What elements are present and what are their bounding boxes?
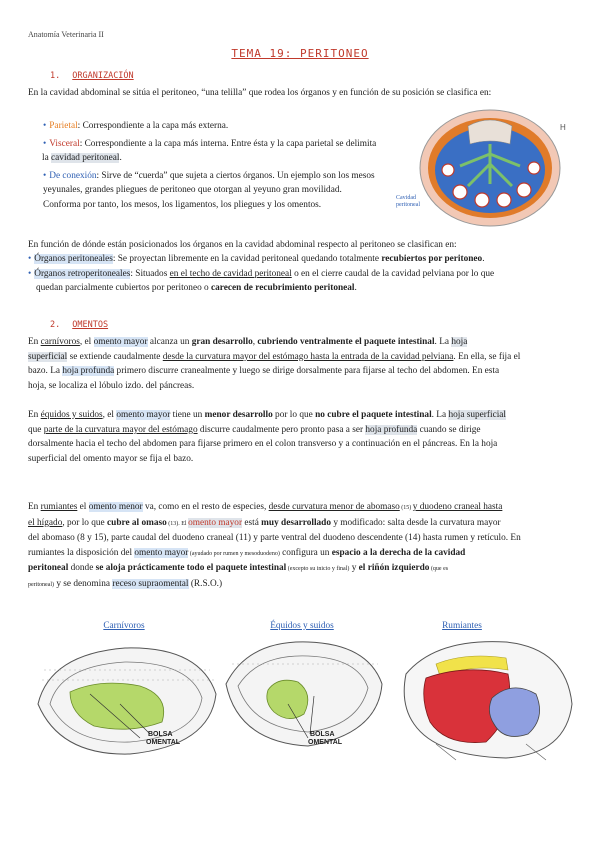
- section-1-heading: [50, 71, 134, 81]
- paragraph-carnivoros: En carnívoros, el omento mayor alcanza un gran desarrollo, cubriendo ventralmente el paquete intestinal. La hoja superficial se extiende caudalmente desde la curvatura mayor del estómago hasta la entrada de la cavidad pelviana. En ella, se fija el bazo. La hoja profunda primero discurre cranealmente y luego se dirige dorsalmente para fijarse al techo del abdomen. En esta hoja, se localiza el lóbulo izdo. del páncreas.: [28, 337, 521, 391]
- desc: : Correspondiente a la capa más externa.: [77, 121, 229, 131]
- term-visceral: Visceral: [49, 138, 80, 149]
- term-peritoneales: Órganos peritoneales: [34, 254, 113, 264]
- list-item-conexion: • De conexión: Sirve de “cuerda” que sujeta a ciertos órganos. Un ejemplo son los mesos: [43, 170, 375, 181]
- highlight-cavidad: cavidad peritoneal: [51, 153, 120, 164]
- page-title: TEMA 19: PERITONEO: [231, 47, 369, 60]
- term-retroperitoneales: Órganos retroperitoneales: [34, 268, 131, 279]
- section-number: 2.: [50, 320, 61, 330]
- list-item-parietal: • Parietal: Correspondiente a la capa más externa.: [43, 121, 229, 131]
- list-item-retroperitoneales: • Órganos retroperitoneales: Situados en el techo de cavidad peritoneal o en el cierre caudal de la cavidad pelviana por lo que: [28, 268, 495, 279]
- desc: : Sirve de “cuerda” que sujeta a ciertos órganos. Un ejemplo son los mesos: [96, 170, 375, 181]
- peritoneal-cavity-figure: [398, 104, 576, 230]
- classification-intro: En función de dónde están posicionados los órganos en la cavidad abdominal respecto al peritoneo se clasifican en:: [28, 240, 457, 250]
- section-label: ORGANIZACIÓN: [72, 71, 134, 81]
- page-header: Anatomía Veterinaria II: [28, 30, 104, 39]
- list-item-conexion-cont: yeyunales, grandes pliegues de peritoneo que otorgan al yeyuno gran movilidad.: [43, 185, 342, 196]
- figure-letter: H: [560, 123, 566, 132]
- intro-paragraph: En la cavidad abdominal se sitúa el peritoneo, “una telilla” que rodea los órganos y en función de su posición se clasifica en:: [28, 88, 492, 98]
- term-parietal: Parietal: [49, 121, 78, 131]
- caption-equidos: Équidos y suidos: [270, 621, 334, 631]
- term-conexion: De conexión: [49, 170, 97, 181]
- caption-carnivoros: Carnívoros: [103, 621, 145, 631]
- list-item-retro-cont: quedan parcialmente cubiertos por peritoneo o carecen de recubrimiento peritoneal.: [36, 283, 357, 294]
- peritoneum-types-list: [43, 119, 423, 213]
- section-label: OMENTOS: [72, 320, 109, 330]
- list-item-visceral-cont: la cavidad peritoneal.: [42, 153, 122, 164]
- paragraph-equidos: En équidos y suidos, el omento mayor tiene un menor desarrollo por lo que no cubre el paquete intestinal. La hoja superficial que parte de la curvatura mayor del estómago discurre caudalmente pero pronto pasa a ser hoja profunda cuando se dirige dorsalmente hacia el techo del abdomen para fijarse primero en el colon transverso y a continuación en el páncreas. En la hoja superficial del omento mayor se fija el bazo.: [28, 410, 507, 464]
- label-bolsa: BOLSA: [148, 731, 173, 738]
- label-omental: OMENTAL: [146, 739, 181, 746]
- figure-rumiantes: [396, 634, 576, 764]
- section-number: 1.: [50, 71, 61, 81]
- organ-classification-list: [28, 252, 588, 296]
- figure-equidos: [218, 634, 388, 764]
- figure-label-cavidad: Cavidad peritoneal: [396, 195, 420, 208]
- paragraph-rumiantes: En rumiantes el omento menor va, como en el resto de especies, desde curvatura menor de abomaso (15) y duodeno craneal hasta el hígado, por lo que cubre al omaso (13). El omento mayor está muy desarrollado y modificado: salta desde la curvatura mayor del abomaso (8 y 15), parte caudal del duodeno craneal (11) y parte ventral del duodeno descendente (14) hasta rumen y retículo. En rumiantes la disposición del omento mayor (ayudado por rumen y mesoduodeno) configura un espacio a la derecha de la cavidad peritoneal donde se aloja prácticamente todo el paquete intestinal (excepto su inicio y final) y el riñón izquierdo (que es peritoneal) y se denomina receso supraomental (R.S.O.): [28, 502, 521, 589]
- desc: : Correspondiente a la capa más interna. Entre ésta y la capa parietal se delimita: [79, 138, 377, 149]
- list-item-peritoneales: • Órganos peritoneales: Se proyectan libremente en la cavidad peritoneal quedando totalmente recubiertos por peritoneo.: [28, 254, 485, 264]
- label-bolsa: BOLSA: [310, 731, 335, 738]
- caption-rumiantes: Rumiantes: [442, 621, 482, 631]
- list-item-conexion-cont2: Conforma por tanto, los mesos, los ligamentos, los pliegues y los omentos.: [43, 199, 322, 210]
- section-2-heading: [50, 320, 108, 330]
- figure-carnivoros: [30, 634, 220, 764]
- list-item-visceral: • Visceral: Correspondiente a la capa más interna. Entre ésta y la capa parietal se delimita: [43, 138, 377, 149]
- label-omental: OMENTAL: [308, 739, 343, 746]
